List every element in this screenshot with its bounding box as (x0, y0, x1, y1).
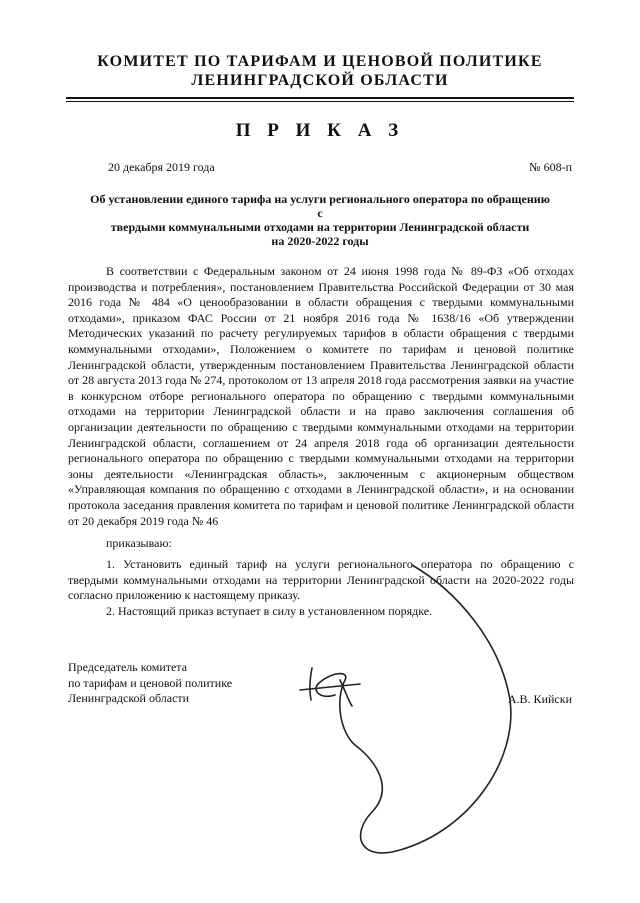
signer-position-line1: Председатель комитета (68, 660, 188, 674)
signer-position-line2: по тарифам и ценовой политике (68, 675, 233, 690)
order-items (68, 557, 574, 619)
preamble (68, 264, 574, 529)
organization-name-line2: ЛЕНИНГРАДСКОЙ ОБЛАСТИ (191, 72, 449, 89)
signer-name: А.В. Кийски (507, 692, 572, 706)
subject-line3: на 2020-2022 годы (271, 234, 369, 248)
decree-word: приказываю: (106, 536, 172, 550)
order-subject (90, 192, 550, 248)
subject-line2: твердыми коммунальными отходами на территории Ленинградской области (110, 220, 530, 234)
organization-name-line1: КОМИТЕТ ПО ТАРИФАМ И ЦЕНОВОЙ ПОЛИТИКЕ (97, 53, 543, 70)
header-divider-thick (66, 97, 574, 99)
preamble-paragraph: В соответствии с Федеральным законом от 24 июня 1998 года № 89-ФЗ «Об отходах производства и потребления», постановлением Правительства Российской Федерации от 30 мая 2016 года № 484 «О ценообразовании в области обращения с твердыми коммунальными отходами», приказом ФАС России от 21 ноября 2016 года № 1638/16 «Об утверждении Методических указаний по расчету регулируемых тарифов в области обращения с твердыми коммунальными отходами», Положением о комитете по тарифам и ценовой политике Ленинградской области, утвержденным постановлением Правительства Ленинградской области от 28 августа 2013 года № 274, протоколом от 13 апреля 2018 года рассмотрения заявки на участие в конкурсном отборе регионального оператора по обращению с твердыми коммунальными отходами на территории Ленинградской области и на право заключения соглашения об организации деятельности по обращению с твердыми коммунальными отходами на территории Ленинградской области, соглашением от 24 апреля 2018 года об организации деятельности регионального оператора по обращению с твердыми коммунальными отходами на территории зоны деятельности «Ленинградская область», заключенным с акционерным обществом «Управляющая компания по обращению с отходами в Ленинградской области», и на основании протокола заседания правления комитета по тарифам и ценовой политике Ленинградской области от 20 декабря 2019 года № 46 (68, 264, 574, 528)
order-date: 20 декабря 2019 года (108, 160, 215, 174)
signer-position-line3: Ленинградской области (68, 691, 190, 706)
order-item-1: 1. Установить единый тариф на услуги регионального оператора по обращению с твердыми коммунальными отходами на территории Ленинградской области на 2020-2022 годы согласно приложению к настоящему приказу. (68, 557, 574, 603)
organization-header (0, 52, 640, 90)
document-title: П Р И К А З (235, 120, 405, 141)
signer-block (68, 660, 232, 707)
order-number: № 608-п (529, 160, 572, 174)
order-item-2: 2. Настоящий приказ вступает в силу в установленном порядке. (106, 603, 433, 618)
header-divider-thin (66, 101, 574, 102)
subject-line1: Об установлении единого тарифа на услуги регионального оператора по обращению с (90, 192, 550, 220)
